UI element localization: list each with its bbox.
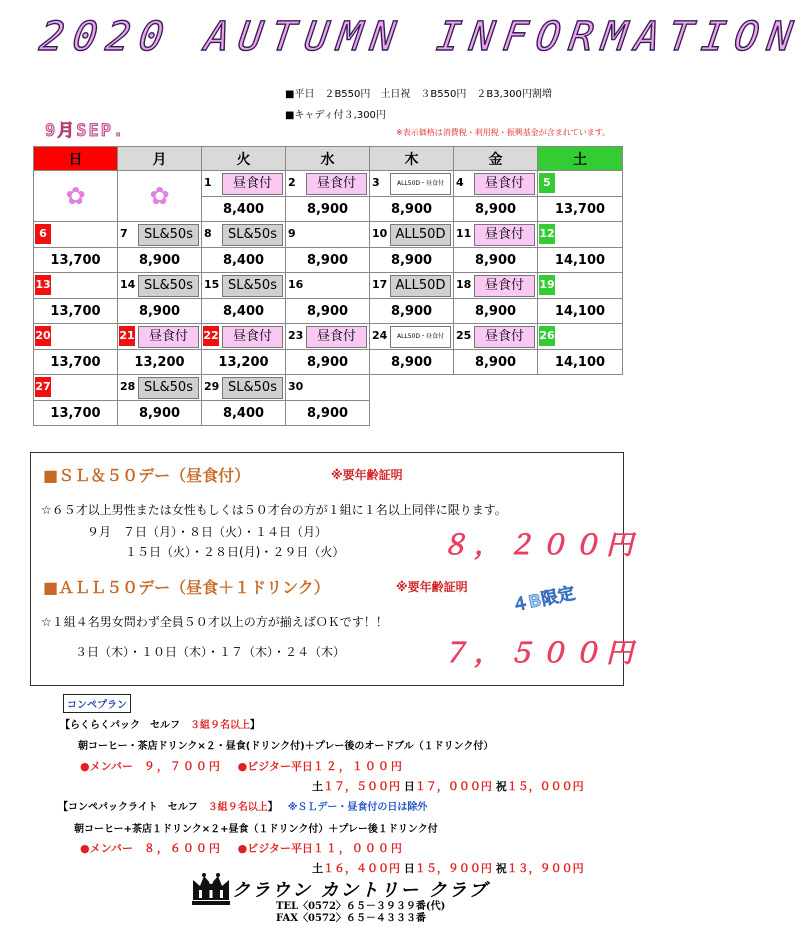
sl50-price: ８，２００円 [441,530,639,561]
day-plan-label: 昼食付 [138,326,199,348]
sl50-heading: ■ＳＬ＆５０デー（昼食付） [43,466,251,485]
day-number: 30 [288,380,304,393]
calendar-day-cell [202,171,286,197]
day-price: 13,700 [538,197,623,222]
empty-cell [454,375,538,401]
day-number: 10 [372,227,388,240]
calendar-day-cell [454,222,538,248]
rakuraku-prices-row: ●メンバー ９，７００円 ●ビジター平日１２，１００円 [80,760,404,773]
day-plan-label: SL&50s [222,224,283,246]
crown-icon [190,870,232,906]
day-price: 8,900 [454,248,538,273]
day-number: 19 [539,275,555,295]
club-name: クラウン カントリー クラブ [232,880,489,901]
day-number: 21 [119,326,135,346]
day-plan-label: 昼食付 [222,173,283,195]
info-box [30,452,639,686]
all50-price: ７，５００円 [441,638,639,669]
weekday-header: 木 [370,147,454,171]
day-plan-label: ALL50D [390,224,451,246]
calendar-day-cell [202,273,286,299]
calendar-day-cell [538,324,623,350]
calendar-day-cell [34,375,118,401]
day-number: 12 [539,224,555,244]
sl50-dates-1: ９月 ７日（月）・８日（火）・１４日（月） [87,525,328,539]
day-price: 8,900 [118,299,202,324]
compe-light-weekend-prices: 土１６，４００円 日１５，９００円 祝１３，９００円 [312,862,584,875]
day-number: 1 [204,176,212,189]
calendar-week-row [34,375,623,401]
day-price: 14,100 [538,248,623,273]
cosmos-flower-icon: ✿ [149,182,170,210]
calendar-day-cell [538,171,623,197]
calendar-price-row [34,350,623,375]
day-price: 8,900 [286,197,370,222]
calendar-day-cell [118,222,202,248]
compe-light-title: 【コンペパックライト セルフ ３組９名以上】 ※ＳＬデー・昼食付の日は除外 [58,802,428,813]
day-number: 3 [372,176,380,189]
all50-description: ☆１組４名男女問わず全員５０才以上の方が揃えばＯＫです！！ [41,615,388,629]
caddie-fee-note: ■キャディ付３,300円 [285,110,386,121]
day-price: 13,700 [34,248,118,273]
calendar-day-cell [454,273,538,299]
calendar-day-cell [202,222,286,248]
rakuraku-description: 朝コーヒー・茶店ドリンク×２・昼食(ドリンク付)＋プレー後のオードブル（１ドリンク付） [78,741,494,752]
day-price: 8,900 [454,350,538,375]
calendar-week-row [34,222,623,248]
day-price: 14,100 [538,350,623,375]
calendar-week-row [34,171,623,197]
day-plan-label: SL&50s [138,224,199,246]
calendar-day-cell [286,273,370,299]
calendar-day-cell [34,222,118,248]
calendar-day-cell [118,171,202,222]
day-number: 16 [288,278,304,291]
day-plan-label: ALL50D [390,275,451,297]
four-ball-limited-badge: ４B限定 [510,583,577,617]
month-heading: 9月SEP. [45,121,126,141]
day-plan-label: 昼食付 [222,326,283,348]
day-number: 7 [120,227,128,240]
day-price: 8,900 [118,401,202,426]
weekday-header: 火 [202,147,286,171]
calendar-day-cell [34,273,118,299]
cosmos-flower-icon: ✿ [65,182,86,210]
empty-cell [538,375,623,401]
calendar-day-cell [538,222,623,248]
calendar-day-cell [34,324,118,350]
club-logo [190,870,490,910]
day-price: 8,900 [370,299,454,324]
day-number: 4 [456,176,464,189]
calendar-day-cell [202,375,286,401]
calendar-price-row [34,248,623,273]
calendar-price-row [34,299,623,324]
calendar-day-cell [286,171,370,197]
day-plan-label: ALL50D・昼食付 [390,326,451,348]
day-plan-label: 昼食付 [306,326,367,348]
all50-dates: ３日（木）・１０日（木）・１７（木）・２４（木） [75,645,346,659]
compe-light-description: 朝コーヒー+茶店１ドリンク×２+昼食（１ドリンク付）＋プレー後１ドリンク付 [74,824,438,835]
empty-cell [370,401,454,426]
day-number: 28 [120,380,136,393]
day-price: 8,900 [286,401,370,426]
compe-plan-label: コンペプラン [63,694,131,713]
day-number: 8 [204,227,212,240]
calendar-day-cell [118,375,202,401]
day-number: 14 [120,278,136,291]
calendar-day-cell [286,222,370,248]
rakuraku-weekend-prices: 土１７，５００円 日１７，０００円 祝１５，０００円 [312,780,584,793]
day-number: 15 [204,278,220,291]
day-price: 8,900 [454,299,538,324]
day-price: 8,400 [202,401,286,426]
calendar-day-cell [34,171,118,222]
day-number: 5 [539,173,555,193]
sl50-description: ☆６５才以上男性または女性もしくは５０才台の方が１組に１名以上同伴に限ります。 [41,503,507,517]
calendar-day-cell [370,171,454,197]
day-number: 22 [203,326,219,346]
green-fee-note: ■平日 ２B550円 土日祝 ３B550円 ２B3,300円割増 [285,89,552,100]
all50-requirement: ※要年齢証明 [396,580,468,594]
day-number: 29 [204,380,220,393]
weekday-header: 日 [34,147,118,171]
calendar-day-cell [286,375,370,401]
calendar-week-row [34,324,623,350]
calendar-day-cell [202,324,286,350]
calendar-day-cell [454,171,538,197]
day-number: 18 [456,278,472,291]
day-plan-label: SL&50s [222,275,283,297]
day-price: 8,900 [370,248,454,273]
day-number: 11 [456,227,472,240]
day-price: 13,700 [34,401,118,426]
day-number: 27 [35,377,51,397]
calendar-day-cell [286,324,370,350]
day-price: 13,200 [202,350,286,375]
day-number: 2 [288,176,296,189]
day-price: 13,200 [118,350,202,375]
day-price: 8,900 [370,197,454,222]
day-number: 24 [372,329,388,342]
day-price: 8,900 [118,248,202,273]
compe-light-prices-row: ●メンバー ８，６００円 ●ビジター平日１１，０００円 [80,842,404,855]
empty-cell [454,401,538,426]
calendar-day-cell [454,324,538,350]
day-plan-label: 昼食付 [474,173,535,195]
empty-cell [538,401,623,426]
day-price: 14,100 [538,299,623,324]
day-plan-label: SL&50s [138,275,199,297]
day-number: 17 [372,278,388,291]
day-price: 8,900 [286,299,370,324]
day-plan-label: SL&50s [138,377,199,399]
day-plan-label: 昼食付 [306,173,367,195]
day-number: 26 [539,326,555,346]
day-price: 8,900 [454,197,538,222]
day-number: 20 [35,326,51,346]
empty-cell [370,375,454,401]
day-number: 6 [35,224,51,244]
calendar-day-cell [118,324,202,350]
weekday-header-row [34,147,623,171]
weekday-header: 月 [118,147,202,171]
tax-note: ※表示価格は消費税・利用税・振興基金が含まれています。 [396,128,611,137]
sl50-requirement: ※要年齢証明 [331,468,403,482]
sl50-dates-2: １５日（火）・２８日(月)・２９日（火） [125,545,345,559]
day-plan-label: ALL50D・昼食付 [390,173,451,195]
calendar-week-row [34,273,623,299]
fax: FAX〈0572〉６５－４３３３番 [276,913,426,924]
day-price: 13,700 [34,299,118,324]
calendar-price-row [34,401,623,426]
day-number: 23 [288,329,304,342]
day-price: 8,900 [370,350,454,375]
rakuraku-title: 【らくらくパック セルフ ３組９名以上】 [60,720,260,731]
day-price: 13,700 [34,350,118,375]
page-title: 2020 AUTUMN INFORMATION [36,14,804,60]
weekday-header: 金 [454,147,538,171]
day-number: 9 [288,227,296,240]
day-number: 13 [35,275,51,295]
day-plan-label: SL&50s [222,377,283,399]
calendar-day-cell [538,273,623,299]
day-number: 25 [456,329,472,342]
calendar-day-cell [370,324,454,350]
calendar-day-cell [370,222,454,248]
calendar-table [33,146,623,426]
weekday-header: 土 [538,147,623,171]
all50-heading: ■ＡＬＬ５０デー（昼食＋１ドリンク） [43,578,330,597]
day-plan-label: 昼食付 [474,224,535,246]
day-price: 8,400 [202,197,286,222]
day-price: 8,400 [202,248,286,273]
calendar-day-cell [370,273,454,299]
day-plan-label: 昼食付 [474,275,535,297]
day-price: 8,400 [202,299,286,324]
weekday-header: 水 [286,147,370,171]
day-plan-label: 昼食付 [474,326,535,348]
day-price: 8,900 [286,248,370,273]
calendar-day-cell [118,273,202,299]
telephone: TEL〈0572〉６５－３９３９番(代) [276,901,446,912]
day-price: 8,900 [286,350,370,375]
